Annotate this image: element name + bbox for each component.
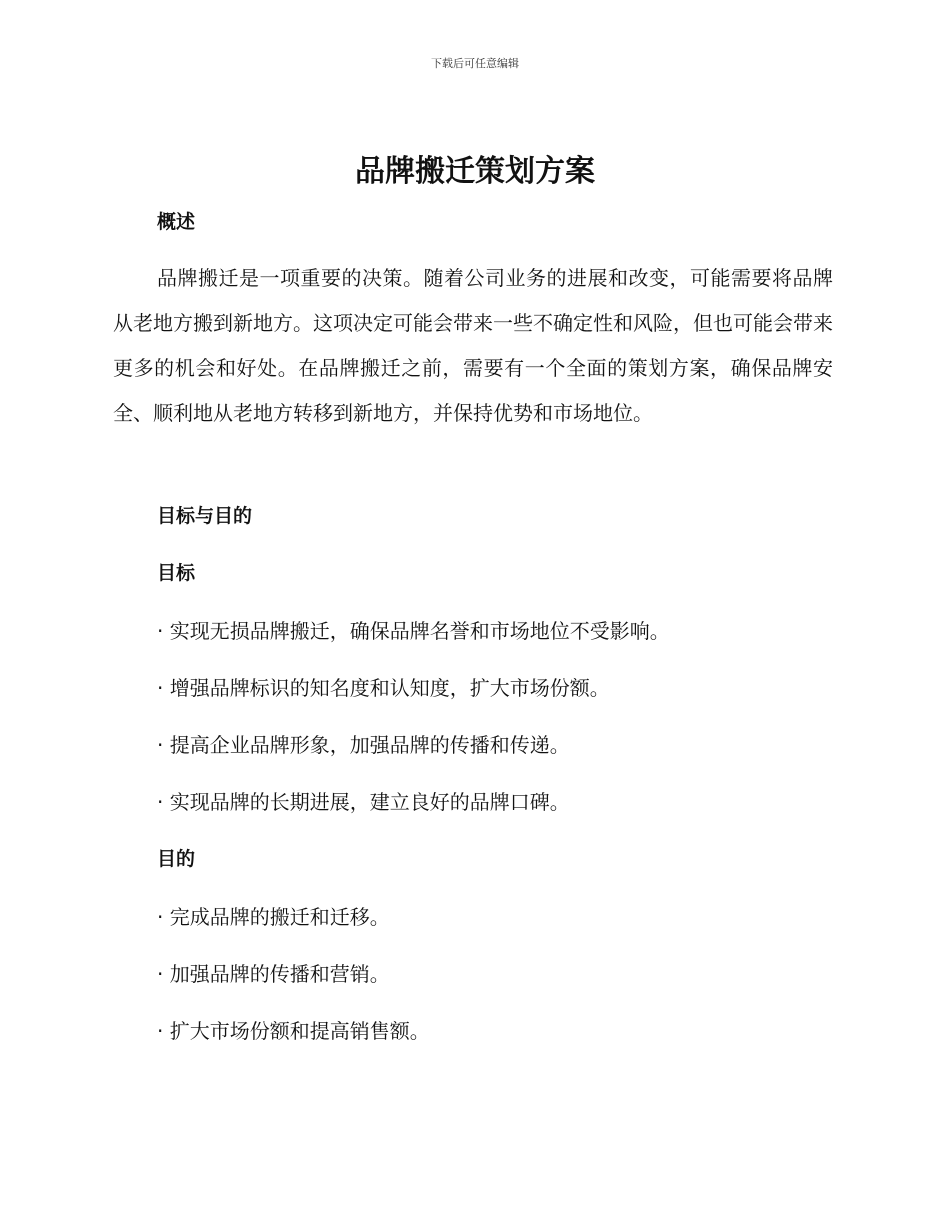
overview-heading: 概述 [157, 211, 196, 233]
purposes-heading: 目的 [157, 848, 196, 870]
overview-paragraph: 品牌搬迁是一项重要的决策。随着公司业务的进展和改变，可能需要将品牌从老地方搬到新地方。这项决定可能会带来一些不确定性和风险，但也可能会带来更多的机会和好处。在品牌搬迁之前，需要有一个全面的策划方案，确保品牌安全、顺利地从老地方转移到新地方，并保持优势和市场地位。 [113, 266, 833, 425]
purpose-item: · 加强品牌的传播和营销。 [157, 962, 390, 986]
purpose-item: · 扩大市场份额和提高销售额。 [157, 1019, 430, 1043]
goals-and-purposes-heading: 目标与目的 [157, 505, 253, 527]
document-title: 品牌搬迁策划方案 [355, 154, 595, 189]
goal-item: · 增强品牌标识的知名度和认知度，扩大市场份额。 [157, 676, 610, 700]
goals-heading: 目标 [157, 562, 196, 584]
goal-item: · 提高企业品牌形象，加强品牌的传播和传递。 [157, 733, 570, 757]
goal-item: · 实现品牌的长期进展，建立良好的品牌口碑。 [157, 790, 570, 814]
purpose-item: · 完成品牌的搬迁和迁移。 [157, 905, 390, 929]
header-note: 下载后可任意编辑 [431, 57, 519, 70]
goal-item: · 实现无损品牌搬迁，确保品牌名誉和市场地位不受影响。 [157, 619, 670, 643]
